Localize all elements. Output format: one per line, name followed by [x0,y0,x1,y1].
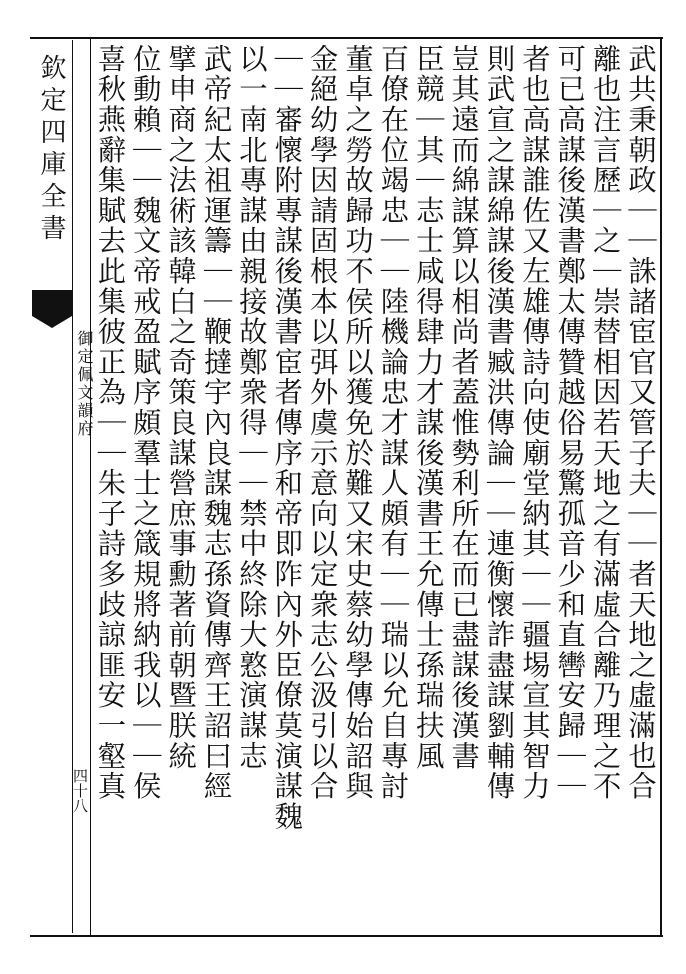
text-column-2: 離也注言歷｜之｜崇替相因若天地之有滿虛合離乃理之不 [588,44,622,802]
text-column-6: 豈其遠而綿謀算以相尚者蓋惟勢利所在而已盡謀後漢書 [447,44,481,772]
text-column-4: 者也高謀誰佐又左雄傳詩向使廟堂納其｜｜疆埸宣其智力 [517,44,551,802]
frame-right-line [660,37,662,935]
text-column-1: 武共秉朝政｜｜誅諸宦官又管子夫｜｜者天地之虛滿也合 [624,44,657,802]
frame-bottom-line [30,935,663,937]
fish-tail-mark [32,290,72,316]
frame-top-line [30,37,663,39]
text-column-11: ｜｜審懷附專謀後漢書宦者傳序和帝即阼內外臣僚莫演謀魏 [270,44,304,832]
frame-left-line [90,37,91,935]
page-number: 四十八 [71,768,89,813]
text-column-3: 可已高謀後漢書鄭太傳贊越俗易驚孤音少和直轡安歸｜｜ [553,44,587,802]
text-column-16: 喜秋燕辭集賦去此集彼正為｜｜朱子詩多歧諒匪安一壑真 [93,44,127,802]
text-column-5: 則武宣之謀綿謀後漢書臧洪傳論｜｜連衡懷詐盡謀劉輔傳 [482,44,516,802]
text-column-14: 擘申商之法術該韓白之奇策良謀營庶事勳著前朝暨朕統 [164,44,198,772]
text-column-13: 武帝紀太祖運籌｜｜鞭撻宇內良謀魏志孫資傳齊王詔曰經 [199,44,233,802]
text-column-9: 董卓之勞故歸功不侯所以獲免於難又宋史蔡幼學傳始詔與 [341,44,374,802]
page-margin-column [30,40,94,933]
collection-title: 欽定四庫全書 [36,54,66,246]
text-column-8: 百僚在位竭忠｜｜陸機論忠才謀人頗有｜｜瑞以允自專討 [376,44,410,802]
text-columns [92,44,658,932]
text-column-15: 位動賴｜｜魏文帝戒盈賦序頗羣士之箴規將納我以｜｜侯 [128,44,162,802]
text-column-12: 以一南北專謀由親接故鄭衆得｜｜禁中終除大憝演謀志 [234,44,268,772]
text-column-10: 金絕幼學因請固根本以弭外虞示意向以定衆志公汲引以合 [305,44,339,802]
text-column-7: 臣競｜其｜志士咸得肆力才謀後漢書王允傳士孫瑞扶風 [411,44,445,772]
book-title: 御定佩文韻府 [75,330,94,438]
